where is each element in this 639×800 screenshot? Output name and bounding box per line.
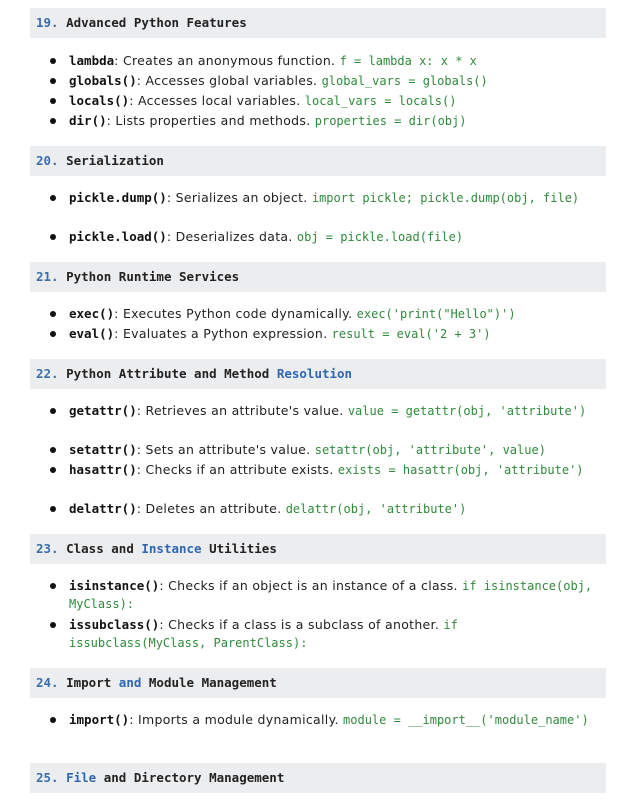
keyword: hasattr()	[69, 462, 137, 477]
list-item	[50, 52, 595, 70]
section-header-19	[30, 8, 606, 38]
list-item	[50, 711, 595, 729]
code-example: exists = hasattr(obj, 'attribute')	[337, 463, 584, 477]
description: : Accesses global variables.	[136, 73, 322, 88]
bullet-dot	[50, 98, 56, 104]
section-title-highlight: Resolution	[276, 366, 353, 381]
keyword: isinstance()	[69, 578, 160, 593]
description: : Creates an anonymous function.	[114, 53, 340, 68]
description: : Deserializes data.	[166, 229, 297, 244]
list-item	[50, 228, 595, 246]
section-number: 20.	[36, 153, 59, 168]
code-example: exec('print("Hello")')	[356, 307, 516, 321]
list-item	[50, 500, 595, 518]
description: : Imports a module dynamically.	[129, 712, 344, 727]
section-title-highlight: File	[66, 770, 97, 785]
keyword: delattr()	[69, 501, 137, 516]
code-example: f = lambda x: x * x	[339, 54, 477, 68]
section-title: Advanced Python Features	[66, 15, 247, 30]
code-example: obj = pickle.load(file)	[296, 230, 464, 244]
keyword: pickle.dump()	[69, 190, 167, 205]
section-title: Serialization	[66, 153, 164, 168]
section-title: and Directory Management	[96, 770, 285, 785]
code-example: module = __import__('module_name')	[343, 713, 589, 727]
section-number: 19.	[36, 15, 59, 30]
list-item	[50, 441, 595, 459]
description: : Accesses local variables.	[129, 93, 305, 108]
code-example: if issubclass(MyClass, ParentClass):	[69, 618, 458, 650]
code-example: local_vars = locals()	[304, 94, 457, 108]
section-title: Python Runtime Services	[66, 269, 240, 284]
bullet-dot	[50, 506, 56, 512]
bullet-dot	[50, 311, 56, 317]
section-header-23	[30, 534, 606, 564]
keyword: setattr()	[69, 442, 137, 457]
keyword: locals()	[69, 93, 130, 108]
list-item	[50, 616, 595, 652]
bullet-dot	[50, 583, 56, 589]
list-item	[50, 92, 595, 110]
section-number: 24.	[36, 675, 59, 690]
bullet-dot	[50, 78, 56, 84]
code-example: global_vars = globals()	[321, 74, 488, 88]
code-example: value = getattr(obj, 'attribute')	[347, 404, 587, 418]
keyword: exec()	[69, 306, 115, 321]
description: : Retrieves an attribute's value.	[136, 403, 348, 418]
list-item	[50, 112, 595, 130]
section-title: Python Attribute and Method	[66, 366, 277, 381]
description: : Serializes an object.	[166, 190, 312, 205]
bullet-dot	[50, 234, 56, 240]
section-header-24	[30, 668, 606, 698]
keyword: lambda	[69, 53, 115, 68]
code-example: result = eval('2 + 3')	[331, 327, 491, 341]
code-example: setattr(obj, 'attribute', value)	[314, 443, 546, 457]
section-title-highlight: and	[118, 675, 142, 690]
keyword: globals()	[69, 73, 137, 88]
bullet-dot	[50, 447, 56, 453]
list-item	[50, 402, 595, 420]
keyword: issubclass()	[69, 617, 160, 632]
section-title-rest: Utilities	[201, 541, 277, 556]
section-header-20	[30, 146, 606, 176]
bullet-dot	[50, 622, 56, 628]
description: : Executes Python code dynamically.	[114, 306, 357, 321]
section-number: 21.	[36, 269, 59, 284]
list-item	[50, 72, 595, 90]
bullet-dot	[50, 58, 56, 64]
keyword: eval()	[69, 326, 115, 341]
description: : Deletes an attribute.	[136, 501, 286, 516]
list-item	[50, 305, 595, 323]
section-title-highlight: Instance	[141, 541, 202, 556]
keyword: pickle.load()	[69, 229, 167, 244]
code-example: properties = dir(obj)	[314, 114, 467, 128]
section-title: Class and	[66, 541, 142, 556]
list-item	[50, 325, 595, 343]
description: : Evaluates a Python expression.	[114, 326, 332, 341]
section-header-25	[30, 763, 606, 793]
section-number: 23.	[36, 541, 59, 556]
bullet-dot	[50, 408, 56, 414]
description: : Sets an attribute's value.	[136, 442, 315, 457]
description: : Lists properties and methods.	[106, 113, 315, 128]
section-title: Import	[66, 675, 119, 690]
bullet-dot	[50, 118, 56, 124]
bullet-dot	[50, 717, 56, 723]
code-example: import pickle; pickle.dump(obj, file)	[311, 191, 580, 205]
list-item	[50, 189, 595, 207]
keyword: dir()	[69, 113, 107, 128]
section-header-22	[30, 359, 606, 389]
description: : Checks if an attribute exists.	[136, 462, 338, 477]
section-number: 22.	[36, 366, 59, 381]
section-number: 25.	[36, 770, 59, 785]
code-example: if isinstance(obj, MyClass):	[69, 579, 593, 611]
description: : Checks if an object is an instance of a class.	[159, 578, 463, 593]
bullet-dot	[50, 467, 56, 473]
bullet-dot	[50, 195, 56, 201]
section-header-21	[30, 262, 606, 292]
code-example: delattr(obj, 'attribute')	[285, 502, 467, 516]
list-item	[50, 577, 595, 613]
keyword: getattr()	[69, 403, 137, 418]
list-item	[50, 461, 595, 479]
bullet-dot	[50, 331, 56, 337]
keyword: import()	[69, 712, 130, 727]
description: : Checks if a class is a subclass of another.	[159, 617, 444, 632]
section-title-rest: Module Management	[141, 675, 277, 690]
